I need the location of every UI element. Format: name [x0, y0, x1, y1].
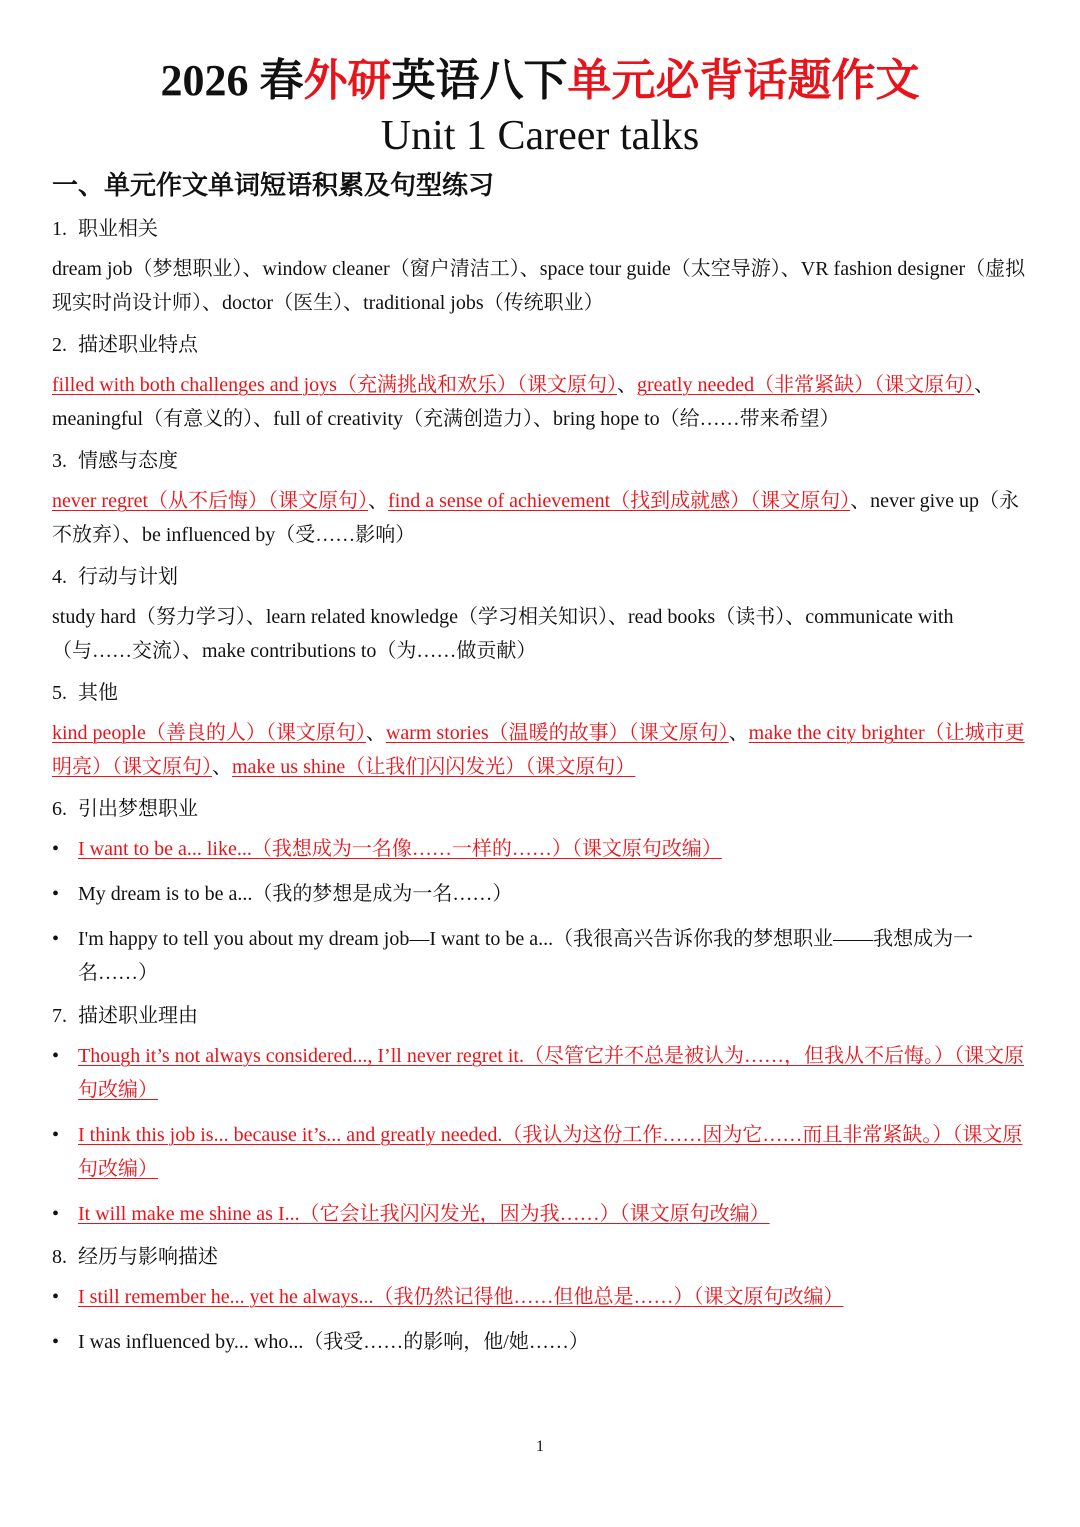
sentence-pattern: My dream is to be a...（我的梦想是成为一名……）	[78, 883, 513, 905]
unit-title: Unit 1 Career talks	[380, 113, 700, 159]
sentence-pattern: I'm happy to tell you about my dream job—I want to be a...（我很高兴告诉你我的梦想职业——我想成为一名……）	[78, 928, 974, 984]
item-number: 7.	[52, 1005, 67, 1027]
list-item	[52, 877, 1028, 911]
item-number: 8.	[52, 1246, 67, 1268]
sentence-pattern: I think this job is... because it’s... and greatly needed.（我认为这份工作……因为它……而且非常紧缺。）（课文原句改编）	[78, 1124, 1023, 1180]
document-title	[52, 52, 1028, 110]
list-item	[52, 1118, 1028, 1186]
phrase-text: 、	[728, 722, 749, 744]
item-title: 经历与影响描述	[78, 1246, 218, 1268]
title-part-year: 2026 春	[160, 56, 304, 105]
phrase-text: 、meaningful（有意义的）、full of creativity（充满创造力）、bring hope to（给……带来希望）	[52, 374, 995, 430]
item-heading-1	[52, 214, 1028, 244]
bullet-icon: •	[52, 1331, 60, 1353]
textbook-phrase: greatly needed（非常紧缺）（课文原句）	[636, 374, 975, 396]
sentence-pattern: I want to be a... like...（我想成为一名像……一样的……）（课文原句改编）	[78, 838, 722, 860]
bullet-list-8	[52, 1280, 1028, 1359]
phrase-text: 、	[365, 722, 386, 744]
bullet-icon: •	[52, 1124, 60, 1146]
bullet-list-7	[52, 1039, 1028, 1231]
textbook-phrase: never regret（从不后悔）（课文原句）	[52, 490, 369, 512]
item-number: 5.	[52, 682, 67, 704]
list-item	[52, 922, 1028, 990]
item-title: 其他	[78, 682, 118, 704]
item-title: 引出梦想职业	[78, 798, 198, 820]
textbook-phrase: make us shine（让我们闪闪发光）（课文原句）	[232, 756, 636, 778]
item-title: 描述职业特点	[78, 334, 198, 356]
list-item	[52, 1325, 1028, 1359]
bullet-icon: •	[52, 883, 60, 905]
sentence-pattern: I still remember he... yet he always...（我仍然记得他……但他总是……）（课文原句改编）	[78, 1286, 844, 1308]
bullet-icon: •	[52, 1203, 60, 1225]
item-heading-3	[52, 446, 1028, 476]
bullet-icon: •	[52, 1045, 60, 1067]
sentence-pattern: I was influenced by... who...（我受……的影响，他/她……）	[78, 1331, 589, 1353]
textbook-phrase: warm stories（温暖的故事）（课文原句）	[385, 722, 729, 744]
item-heading-4	[52, 562, 1028, 592]
title-part-subject: 英语八下	[391, 56, 568, 105]
item-title: 行动与计划	[78, 566, 178, 588]
bullet-icon: •	[52, 1286, 60, 1308]
title-part-topic: 单元必背话题作文	[567, 56, 920, 105]
textbook-phrase: filled with both challenges and joys（充满挑战和欢乐）（课文原句）	[52, 374, 617, 396]
phrase-text: 、never give up（永不放弃）、be influenced by（受……影响）	[52, 490, 1020, 546]
textbook-phrase: kind people（善良的人）（课文原句）	[52, 722, 366, 744]
bullet-list-6	[52, 832, 1028, 990]
item-paragraph-5	[52, 716, 1028, 784]
item-paragraph-4	[52, 600, 1028, 668]
item-paragraph-2	[52, 368, 1028, 436]
page-number: 1	[536, 1438, 544, 1455]
bullet-icon: •	[52, 928, 60, 950]
item-number: 4.	[52, 566, 67, 588]
sentence-pattern: Though it’s not always considered..., I’ll never regret it.（尽管它并不总是被认为……，但我从不后悔。）（课文原句改编）	[78, 1045, 1024, 1101]
item-number: 6.	[52, 798, 67, 820]
item-heading-5	[52, 678, 1028, 708]
item-heading-8	[52, 1242, 1028, 1272]
phrase-text: dream job（梦想职业）、window cleaner（窗户清洁工）、space tour guide（太空导游）、VR fashion designer（虚拟现实时尚设计师）、doctor（医生）、traditional jobs（传统职业）	[52, 258, 1026, 314]
item-title: 情感与态度	[78, 450, 178, 472]
sentence-pattern: It will make me shine as I...（它会让我闪闪发光，因为我……）（课文原句改编）	[78, 1203, 770, 1225]
item-number: 3.	[52, 450, 67, 472]
title-part-publisher: 外研	[303, 56, 392, 105]
list-item	[52, 1280, 1028, 1314]
textbook-phrase: make the city brighter（让城市更明亮）（课文原句）	[52, 722, 1025, 778]
list-item	[52, 832, 1028, 866]
textbook-phrase: find a sense of achievement（找到成就感）（课文原句）	[388, 490, 851, 512]
item-heading-6	[52, 794, 1028, 824]
item-number: 2.	[52, 334, 67, 356]
list-item	[52, 1039, 1028, 1107]
item-paragraph-1	[52, 252, 1028, 320]
item-heading-7	[52, 1001, 1028, 1031]
bullet-icon: •	[52, 838, 60, 860]
phrase-text: 、	[616, 374, 637, 396]
list-item	[52, 1197, 1028, 1231]
phrase-text: 、	[368, 490, 389, 512]
item-title: 描述职业理由	[78, 1005, 198, 1027]
item-number: 1.	[52, 218, 67, 240]
section-title: 一、单元作文单词短语积累及句型练习	[52, 171, 495, 201]
item-paragraph-3	[52, 484, 1028, 552]
item-heading-2	[52, 330, 1028, 360]
phrase-text: study hard（努力学习）、learn related knowledge（学习相关知识）、read books（读书）、communicate with（与……交流）、make contributions to（为……做贡献）	[52, 606, 954, 662]
phrase-text: 、	[212, 756, 232, 778]
item-title: 职业相关	[78, 218, 158, 240]
